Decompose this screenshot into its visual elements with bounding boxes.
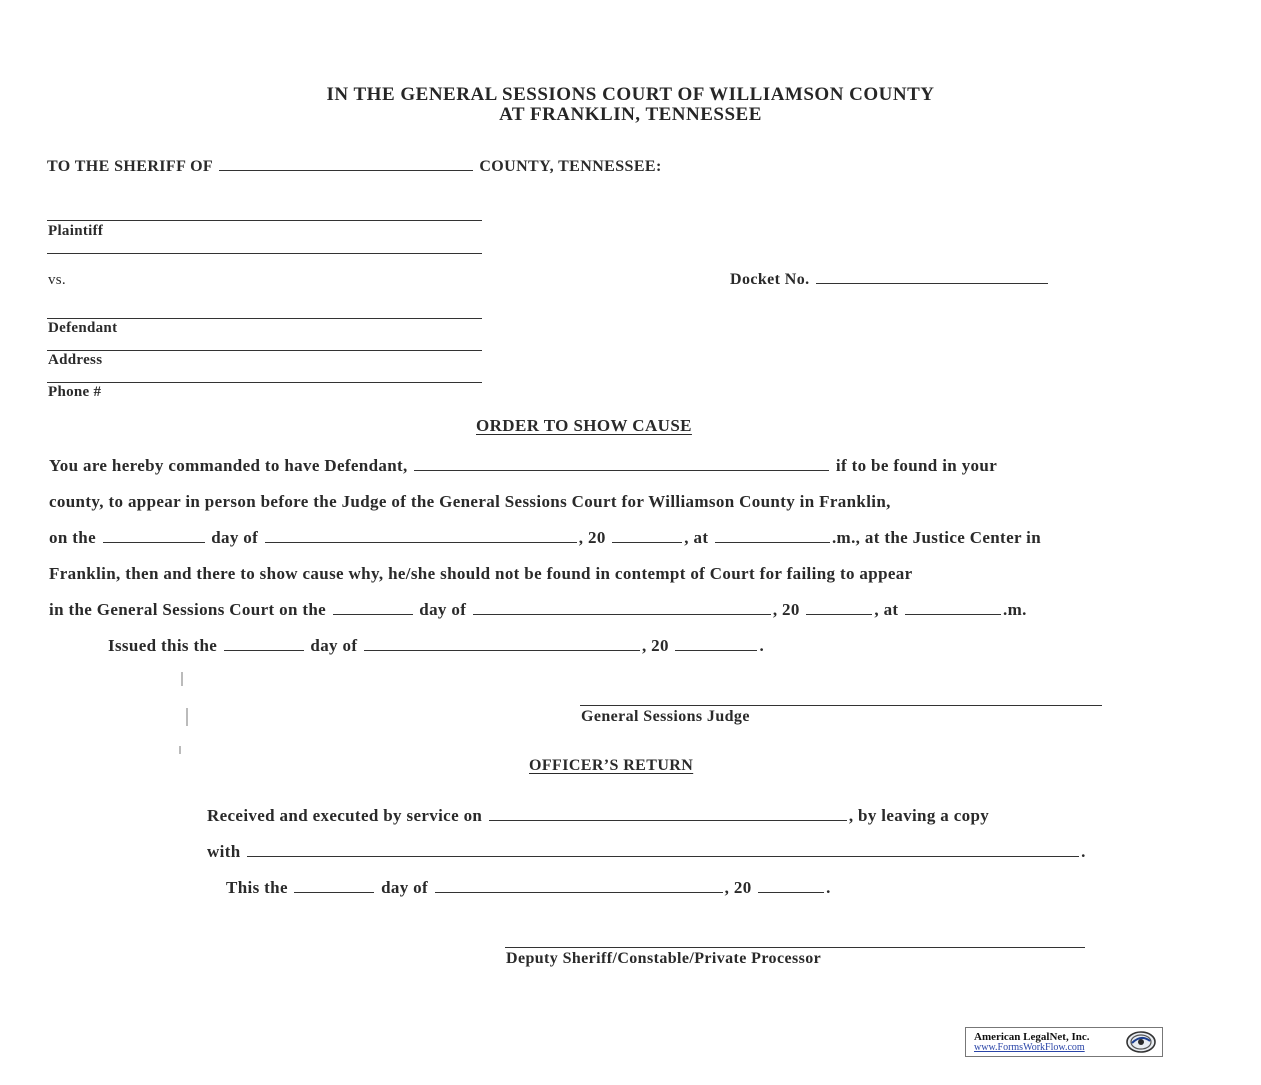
defendant-field[interactable] (47, 318, 482, 319)
return-line-3 (226, 878, 831, 898)
order-text: in the General Sessions Court on the (49, 600, 327, 619)
failed-year-field[interactable] (806, 613, 872, 615)
order-text: day of (310, 636, 358, 655)
phone-label: Phone # (48, 384, 102, 400)
address-label: Address (48, 352, 103, 368)
order-line-5 (49, 600, 1027, 620)
return-text: , 20 (724, 878, 752, 897)
order-text: Issued this the (108, 636, 218, 655)
return-day-field[interactable] (294, 891, 374, 893)
order-text: , 20 (578, 528, 606, 547)
order-text: .m., at the Justice Center in (831, 528, 1042, 547)
plaintiff-extra-field[interactable] (47, 253, 482, 254)
court-location: AT FRANKLIN, TENNESSEE (499, 104, 762, 125)
issued-line (108, 636, 764, 656)
globe-icon (1124, 1030, 1158, 1054)
officer-signature-field[interactable] (505, 947, 1085, 948)
return-month-field[interactable] (435, 891, 723, 893)
return-text: day of (381, 878, 429, 897)
officer-return-heading: OFFICER’S RETURN (529, 757, 694, 774)
return-line-2 (207, 842, 1086, 862)
sheriff-suffix: COUNTY, TENNESSEE: (479, 158, 662, 175)
scan-mark (186, 708, 188, 726)
issued-month-field[interactable] (364, 649, 640, 651)
scan-mark (181, 672, 183, 686)
order-heading: ORDER TO SHOW CAUSE (476, 416, 692, 435)
appear-day-field[interactable] (103, 541, 205, 543)
defendant-label: Defendant (48, 320, 118, 336)
order-text: on the (49, 528, 96, 547)
return-text: , by leaving a copy (848, 806, 990, 825)
address-field[interactable] (47, 350, 482, 351)
company-logo[interactable] (965, 1027, 1163, 1057)
order-text: You are hereby commanded to have Defendant, (49, 456, 408, 475)
appear-month-field[interactable] (265, 541, 577, 543)
sheriff-line (47, 158, 662, 176)
issued-year-field[interactable] (675, 649, 757, 651)
docket-line (730, 271, 1050, 289)
company-name: American LegalNet, Inc. (974, 1031, 1090, 1043)
order-line-4: Franklin, then and there to show cause why, he/she should not be found in contempt of Court for failing to appear (49, 564, 913, 583)
order-text: if to be found in your (835, 456, 998, 475)
return-text: Received and executed by service on (207, 806, 483, 825)
order-text: , 20 (641, 636, 669, 655)
appear-year-field[interactable] (612, 541, 682, 543)
return-text: . (826, 878, 831, 897)
order-line-1 (49, 456, 997, 476)
phone-field[interactable] (47, 382, 482, 383)
defendant-name-field[interactable] (414, 469, 829, 471)
service-on-field[interactable] (489, 819, 847, 821)
return-text: . (1081, 842, 1086, 861)
return-line-1 (207, 806, 989, 826)
order-text: . (759, 636, 765, 655)
return-text: with (207, 842, 241, 861)
officer-signer-label: Deputy Sheriff/Constable/Private Processor (506, 950, 822, 967)
failed-day-field[interactable] (333, 613, 413, 615)
return-text: This the (226, 878, 288, 897)
order-text: day of (419, 600, 467, 619)
docket-number-field[interactable] (816, 282, 1048, 284)
scan-mark (179, 746, 181, 754)
order-text: day of (211, 528, 259, 547)
order-text: , at (684, 528, 709, 547)
appear-time-field[interactable] (715, 541, 830, 543)
order-text: , 20 (772, 600, 800, 619)
failed-month-field[interactable] (473, 613, 771, 615)
failed-time-field[interactable] (905, 613, 1001, 615)
plaintiff-field[interactable] (47, 220, 482, 221)
vs-label: vs. (48, 272, 66, 288)
order-text: .m. (1003, 600, 1027, 619)
company-url[interactable]: www.FormsWorkFlow.com (974, 1042, 1085, 1053)
court-title: IN THE GENERAL SESSIONS COURT OF WILLIAMSON COUNTY (326, 84, 935, 105)
judge-signature-field[interactable] (580, 705, 1102, 706)
order-line-2: county, to appear in person before the Judge of the General Sessions Court for Williamson County in Franklin, (49, 492, 891, 511)
order-line-3 (49, 528, 1041, 548)
return-year-field[interactable] (758, 891, 824, 893)
copy-left-with-field[interactable] (247, 855, 1079, 857)
sheriff-county-field[interactable] (219, 169, 473, 171)
docket-label: Docket No. (730, 271, 810, 288)
plaintiff-label: Plaintiff (48, 223, 104, 239)
order-text: , at (874, 600, 899, 619)
sheriff-prefix: TO THE SHERIFF OF (47, 158, 213, 175)
issued-day-field[interactable] (224, 649, 304, 651)
judge-label: General Sessions Judge (581, 708, 750, 725)
